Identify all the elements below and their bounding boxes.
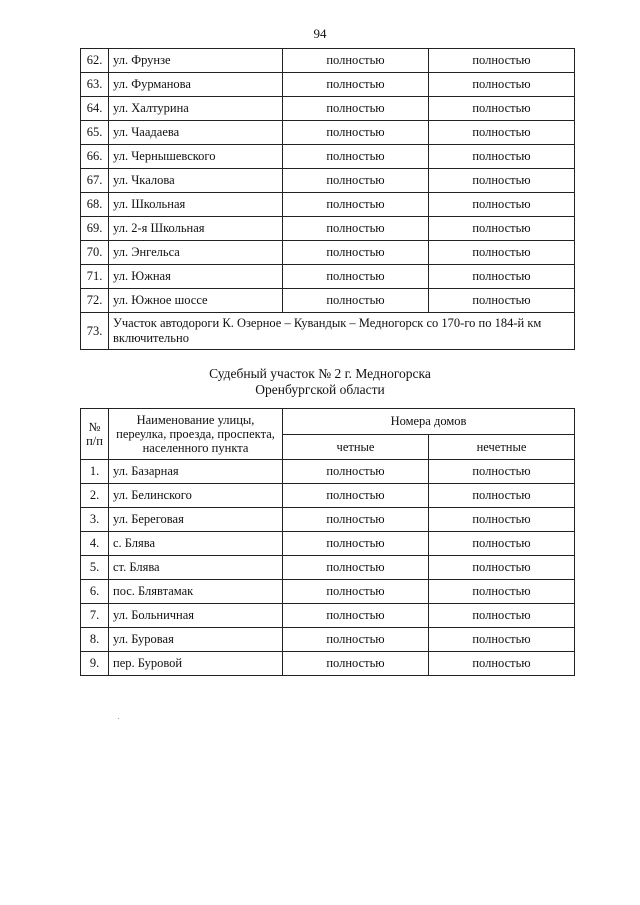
even-houses: полностью — [283, 169, 429, 193]
header-houses: Номера домов — [283, 409, 575, 435]
even-houses: полностью — [283, 73, 429, 97]
table-row — [81, 556, 575, 580]
street-name: ул. Белинского — [109, 484, 283, 508]
table-row — [81, 652, 575, 676]
even-houses: полностью — [283, 289, 429, 313]
table-row — [81, 484, 575, 508]
street-name: ул. Школьная — [109, 193, 283, 217]
odd-houses: полностью — [429, 508, 575, 532]
row-number: 70. — [81, 241, 109, 265]
odd-houses: полностью — [429, 217, 575, 241]
odd-houses: полностью — [429, 484, 575, 508]
even-houses: полностью — [283, 97, 429, 121]
header-num: № п/п — [81, 409, 109, 460]
street-name: ул. Фурманова — [109, 73, 283, 97]
row-number: 69. — [81, 217, 109, 241]
even-houses: полностью — [283, 265, 429, 289]
street-name: ул. Чкалова — [109, 169, 283, 193]
row-number: 65. — [81, 121, 109, 145]
header-odd: нечетные — [429, 434, 575, 460]
even-houses: полностью — [283, 49, 429, 73]
street-name: ст. Блява — [109, 556, 283, 580]
odd-houses: полностью — [429, 241, 575, 265]
table-row — [81, 241, 575, 265]
table-row — [81, 508, 575, 532]
odd-houses: полностью — [429, 265, 575, 289]
odd-houses: полностью — [429, 628, 575, 652]
streets-table-section2-body — [81, 460, 575, 676]
row-number: 68. — [81, 193, 109, 217]
odd-houses: полностью — [429, 121, 575, 145]
even-houses: полностью — [283, 652, 429, 676]
row-number: 5. — [81, 556, 109, 580]
table-row — [81, 145, 575, 169]
table-row — [81, 628, 575, 652]
even-houses: полностью — [283, 508, 429, 532]
even-houses: полностью — [283, 604, 429, 628]
table-row — [81, 580, 575, 604]
row-number: 66. — [81, 145, 109, 169]
street-name: ул. Чаадаева — [109, 121, 283, 145]
row-number: 6. — [81, 580, 109, 604]
odd-houses: полностью — [429, 556, 575, 580]
table-row — [81, 217, 575, 241]
road-segment-text: Участок автодороги К. Озерное – Кувандык – Медногорск со 170-го по 184-й км включительно — [109, 313, 575, 350]
table-row — [81, 532, 575, 556]
street-name: ул. Береговая — [109, 508, 283, 532]
table-row — [81, 604, 575, 628]
odd-houses: полностью — [429, 652, 575, 676]
street-name: с. Блява — [109, 532, 283, 556]
odd-houses: полностью — [429, 193, 575, 217]
streets-table-continued — [80, 48, 575, 350]
row-number: 9. — [81, 652, 109, 676]
scan-speck — [118, 718, 119, 719]
table-row — [81, 289, 575, 313]
street-name: ул. Халтурина — [109, 97, 283, 121]
table-row — [81, 313, 575, 350]
table-row — [81, 265, 575, 289]
row-number: 67. — [81, 169, 109, 193]
streets-table-section2 — [80, 408, 575, 676]
table-row — [81, 193, 575, 217]
street-name: ул. Базарная — [109, 460, 283, 484]
row-number: 71. — [81, 265, 109, 289]
street-name: ул. 2-я Школьная — [109, 217, 283, 241]
row-number: 3. — [81, 508, 109, 532]
odd-houses: полностью — [429, 73, 575, 97]
row-number: 63. — [81, 73, 109, 97]
street-name: ул. Чернышевского — [109, 145, 283, 169]
odd-houses: полностью — [429, 289, 575, 313]
header-name: Наименование улицы, переулка, проезда, проспекта, населенного пункта — [109, 409, 283, 460]
odd-houses: полностью — [429, 532, 575, 556]
row-number: 62. — [81, 49, 109, 73]
even-houses: полностью — [283, 241, 429, 265]
even-houses: полностью — [283, 580, 429, 604]
row-number: 72. — [81, 289, 109, 313]
street-name: пос. Блявтамак — [109, 580, 283, 604]
even-houses: полностью — [283, 121, 429, 145]
table-row — [81, 73, 575, 97]
row-number: 1. — [81, 460, 109, 484]
table-row — [81, 97, 575, 121]
street-name: ул. Южное шоссе — [109, 289, 283, 313]
header-even: четные — [283, 434, 429, 460]
odd-houses: полностью — [429, 49, 575, 73]
odd-houses: полностью — [429, 460, 575, 484]
even-houses: полностью — [283, 217, 429, 241]
street-name: ул. Больничная — [109, 604, 283, 628]
even-houses: полностью — [283, 193, 429, 217]
odd-houses: полностью — [429, 145, 575, 169]
even-houses: полностью — [283, 532, 429, 556]
row-number: 7. — [81, 604, 109, 628]
row-number: 64. — [81, 97, 109, 121]
street-name: пер. Буровой — [109, 652, 283, 676]
streets-table-continued-body — [81, 49, 575, 350]
section-caption — [0, 366, 640, 398]
table-row — [81, 460, 575, 484]
section-caption-line2: Оренбургской области — [255, 382, 385, 397]
even-houses: полностью — [283, 460, 429, 484]
table-row — [81, 49, 575, 73]
row-number: 73. — [81, 313, 109, 350]
even-houses: полностью — [283, 556, 429, 580]
street-name: ул. Южная — [109, 265, 283, 289]
street-name: ул. Фрунзе — [109, 49, 283, 73]
odd-houses: полностью — [429, 604, 575, 628]
table-row — [81, 169, 575, 193]
even-houses: полностью — [283, 484, 429, 508]
section-caption-line1: Судебный участок № 2 г. Медногорска — [209, 366, 431, 381]
page-number: 94 — [313, 26, 327, 41]
odd-houses: полностью — [429, 97, 575, 121]
table-row — [81, 121, 575, 145]
row-number: 8. — [81, 628, 109, 652]
even-houses: полностью — [283, 145, 429, 169]
odd-houses: полностью — [429, 580, 575, 604]
street-name: ул. Энгельса — [109, 241, 283, 265]
row-number: 2. — [81, 484, 109, 508]
row-number: 4. — [81, 532, 109, 556]
odd-houses: полностью — [429, 169, 575, 193]
even-houses: полностью — [283, 628, 429, 652]
street-name: ул. Буровая — [109, 628, 283, 652]
